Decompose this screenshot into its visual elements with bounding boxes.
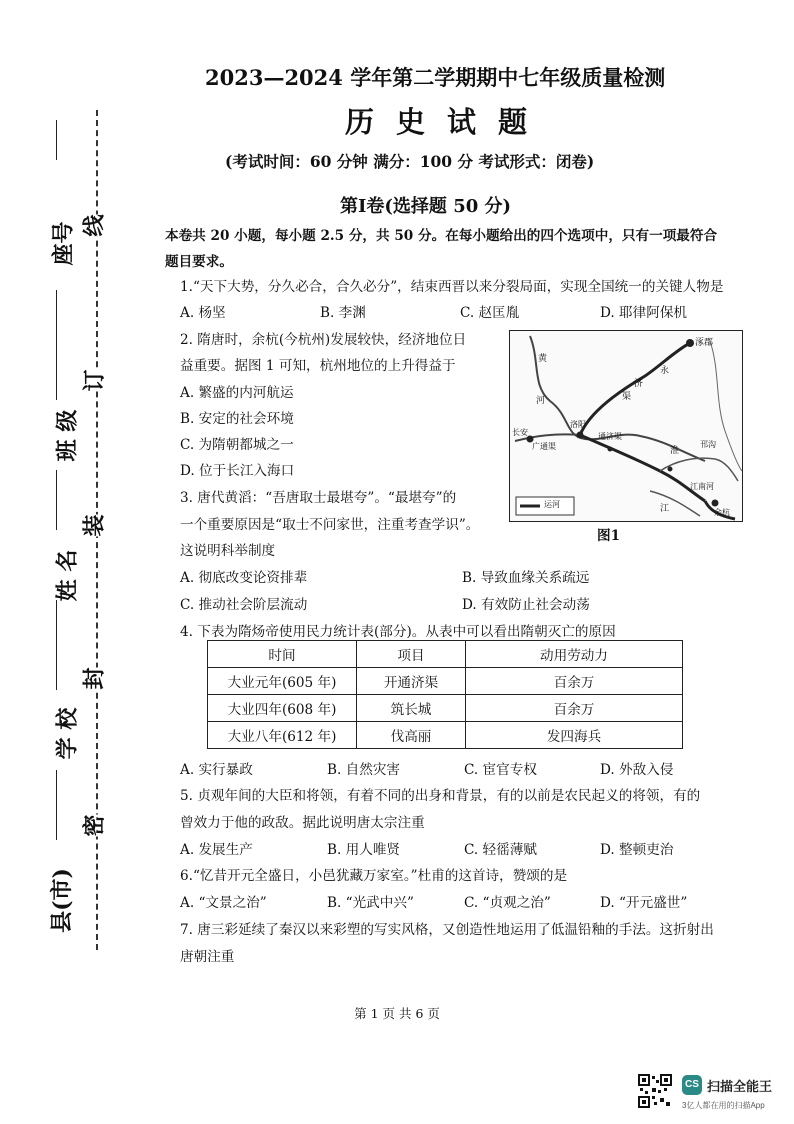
option: A. 发展生产 <box>180 842 253 858</box>
table-cell: 大业四年(608 年) <box>208 695 357 722</box>
rule <box>56 290 57 400</box>
option: C. “贞观之治” <box>464 895 551 911</box>
option: D. 位于长江入海口 <box>180 463 295 479</box>
option: D. 整顿吏治 <box>600 842 674 858</box>
map-label: 江 <box>660 504 670 514</box>
option: C. 赵匡胤 <box>460 305 520 321</box>
question-stem: 6.“忆昔开元全盛日，小邑犹藏万家室。”杜甫的这首诗，赞颂的是 <box>180 868 568 884</box>
option: B. 安定的社会环境 <box>180 411 294 427</box>
table-cell: 伐高丽 <box>357 722 466 749</box>
table-header: 动用劳动力 <box>466 641 683 668</box>
rule <box>56 600 57 690</box>
option: B. 用人唯贤 <box>327 842 401 858</box>
option: D. 耶律阿保机 <box>600 305 688 321</box>
seat-label: 座号 <box>50 221 77 266</box>
rule <box>56 770 57 840</box>
question-stem: 曾效力于他的政敌。据此说明唐太宗注重 <box>180 815 425 831</box>
question-stem: 1.“天下大势，分久必合，合久必分”，结束西晋以来分裂局面，实现全国统一的关键人物是 <box>180 279 724 295</box>
map-label: 通济渠 <box>598 432 622 441</box>
map-label: 涿郡 <box>695 338 714 348</box>
map-label: 邗沟 <box>700 440 716 449</box>
seal-char: 装 <box>78 514 109 536</box>
question-stem: 7. 唐三彩延续了秦汉以来彩塑的写实风格，又创造性地运用了低温铅釉的手法。这折射出 <box>180 922 714 938</box>
exam-title: 2023—2024 学年第二学期期中七年级质量检测 <box>205 65 666 90</box>
option: A. 实行暴政 <box>180 762 253 778</box>
table-row <box>208 722 683 749</box>
table-cell: 百余万 <box>466 668 683 695</box>
rule <box>56 470 57 530</box>
question-stem: 这说明科举制度 <box>180 543 276 559</box>
table-row <box>208 668 683 695</box>
table-cell: 大业元年(605 年) <box>208 668 357 695</box>
qr-code-icon <box>638 1074 672 1108</box>
subject-title: 历史试题 <box>345 105 550 139</box>
question-stem: 3. 唐代黄滔：“吾唐取士最堪夸”。“最堪夸”的 <box>180 490 457 506</box>
map-label: 广通渠 <box>532 442 556 451</box>
camscanner-logo: CS <box>682 1075 702 1095</box>
option: B. 导致血缘关系疏远 <box>462 570 590 586</box>
table-cell: 大业八年(612 年) <box>208 722 357 749</box>
seal-char: 订 <box>78 369 109 391</box>
table-header: 时间 <box>208 641 357 668</box>
table-header: 项目 <box>357 641 466 668</box>
question-stem: 益重要。据图 1 可知，杭州地位的上升得益于 <box>180 358 456 374</box>
class-label: 班 级 <box>54 409 81 462</box>
map-label: 黄 <box>538 354 548 364</box>
option: C. 宦官专权 <box>464 762 537 778</box>
page-number: 第 1 页 共 6 页 <box>354 1006 440 1021</box>
option: D. 外敌入侵 <box>600 762 674 778</box>
section-title: 第Ⅰ卷(选择题 50 分) <box>340 196 512 217</box>
map-label: 济 <box>634 379 644 389</box>
option: B. “光武中兴” <box>327 895 414 911</box>
canal-map <box>509 330 743 522</box>
seal-char: 密 <box>78 814 109 836</box>
map-label: 永 <box>660 366 670 376</box>
option: B. 李渊 <box>320 305 366 321</box>
map-label: 淮 <box>670 446 680 456</box>
question-stem: 一个重要原因是“取士不问家世，注重考查学识”。 <box>180 517 480 533</box>
table-cell: 发四海兵 <box>466 722 683 749</box>
map-label: 江南河 <box>690 482 714 491</box>
option: A. 繁盛的内河航运 <box>180 385 294 401</box>
map-label: 河 <box>536 396 546 406</box>
intro-line: 题目要求。 <box>165 254 233 270</box>
option: B. 自然灾害 <box>327 762 401 778</box>
option: C. 轻徭薄赋 <box>464 842 537 858</box>
question-stem: 5. 贞观年间的大臣和将领，有着不同的出身和背景，有的以前是农民起义的将领，有的 <box>180 788 701 804</box>
map-label: 洛阳 <box>570 420 586 429</box>
exam-info: (考试时间：60 分钟 满分：100 分 考试形式：闭卷) <box>225 152 595 171</box>
table-header-row <box>208 641 683 668</box>
labor-table <box>207 640 683 749</box>
county-label: 县(市) <box>48 868 75 933</box>
option: A. 杨坚 <box>180 305 226 321</box>
watermark-subtitle: 3亿人都在用的扫描App <box>682 1101 765 1110</box>
intro-line: 本卷共 20 小题，每小题 2.5 分，共 50 分。在每小题给出的四个选项中，只有一项最符合 <box>165 228 718 244</box>
table-cell: 筑长城 <box>357 695 466 722</box>
question-stem: 唐朝注重 <box>180 949 235 965</box>
figure-caption: 图1 <box>597 528 621 544</box>
question-stem: 2. 隋唐时，余杭(今杭州)发展较快，经济地位日 <box>180 332 467 348</box>
option: C. 为隋朝都城之一 <box>180 437 294 453</box>
option: A. “文景之治” <box>180 895 267 911</box>
map-label: 渠 <box>622 392 632 402</box>
option: D. “开元盛世” <box>600 895 688 911</box>
map-label: 长安 <box>512 428 528 437</box>
table-cell: 百余万 <box>466 695 683 722</box>
option: C. 推动社会阶层流动 <box>180 597 308 613</box>
seal-char: 线 <box>78 214 109 236</box>
question-stem: 4. 下表为隋炀帝使用民力统计表(部分)。从表中可以看出隋朝灭亡的原因 <box>180 624 616 640</box>
table-cell: 开通济渠 <box>357 668 466 695</box>
map-legend-label: 运河 <box>544 500 560 509</box>
table-row <box>208 695 683 722</box>
map-label: 余杭 <box>714 508 730 517</box>
rule <box>56 120 57 160</box>
name-label: 姓 名 <box>54 549 81 602</box>
watermark-name: 扫描全能王 <box>707 1079 773 1094</box>
school-label: 学 校 <box>54 707 81 760</box>
seal-char: 封 <box>78 667 109 689</box>
option: D. 有效防止社会动荡 <box>462 597 590 613</box>
option: A. 彻底改变论资排辈 <box>180 570 308 586</box>
